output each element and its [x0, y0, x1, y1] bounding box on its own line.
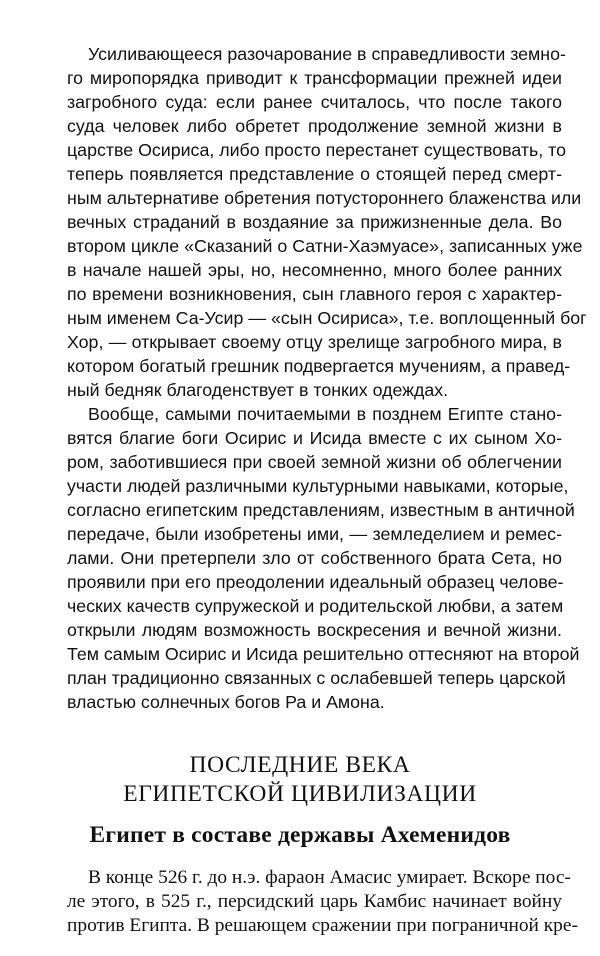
text-line: ле этого, в 525 г., персидский царь Камбис начинает войну — [67, 891, 562, 912]
chapter-heading-line: ЕГИПЕТСКОЙ ЦИВИЛИЗАЦИИ — [123, 781, 477, 807]
text-line: котором богатый грешник подвергается мучениям, а правед- — [67, 356, 571, 376]
text-line: открыли людям возможность воскресения и вечной жизни. — [67, 620, 562, 640]
text-line: властью солнечных богов Ра и Амона. — [67, 692, 385, 712]
text-line: участи людей различными культурными навыками, которые, — [67, 476, 569, 496]
text-line: вятся благие боги Осирис и Исида вместе с их сыном Хо- — [67, 428, 562, 448]
text-line: царстве Осириса, либо просто перестанет существовать, то — [67, 140, 566, 160]
text-line: ром, заботившиеся при своей земной жизни об облегчении — [67, 452, 562, 472]
text-line: передаче, были изобретены ими, — земледелием и ремес- — [67, 524, 562, 544]
chapter-heading-line: ПОСЛЕДНИЕ ВЕКА — [189, 752, 411, 778]
text-line: проявили при его преодолении идеальный образец челове- — [67, 572, 564, 592]
text-line: В конце 526 г. до н.э. фараон Амасис умирает. Вскоре пос- — [88, 867, 571, 888]
text-line: вечных страданий в воздаяние за прижизненные дела. Во — [67, 212, 562, 232]
text-line: ным альтернативе обретения потустороннего блаженства или — [67, 188, 582, 208]
text-line: загробного суда: если ранее считалось, что после такого — [67, 92, 562, 112]
text-line: в начале нашей эры, но, несомненно, много более ранних — [67, 260, 562, 280]
text-line: по времени возникновения, сын главного героя с характер- — [67, 284, 562, 304]
text-line: ным именем Са-Усир — «сын Осириса», т.е. воплощенный бог — [67, 308, 587, 328]
text-line: теперь появляется представление о стоящей перед смерт- — [67, 164, 562, 184]
text-line: против Египта. В решающем сражении при пограничной кре- — [67, 915, 578, 936]
text-line: го миропорядка приводит к трансформации прежней идеи — [67, 68, 562, 88]
text-line: Тем самым Осирис и Исида решительно оттесняют на второй — [67, 644, 580, 664]
section-heading: Египет в составе державы Ахеменидов — [89, 822, 511, 848]
text-line: согласно египетским представлениям, известным в античной — [67, 500, 575, 520]
text-line: втором цикле «Сказаний о Сатни-Хаэмуасе», записанных уже — [67, 236, 583, 256]
text-line: суда человек либо обретет продолжение земной жизни в — [67, 116, 562, 136]
text-line: лами. Они претерпели зло от собственного брата Сета, но — [67, 548, 562, 568]
text-line: Усиливающееся разочарование в справедливости земно- — [88, 44, 566, 64]
text-line: план традиционно связанных с ослабевшей теперь царской — [67, 668, 566, 688]
text-line: Вообще, самыми почитаемыми в позднем Египте стано- — [88, 404, 562, 424]
text-line: ческих качеств супружеской и родительской любви, а затем — [67, 596, 564, 616]
text-line: ный бедняк благоденствует в тонких одеждах. — [67, 380, 449, 400]
text-line: Хор, — открывает своему отцу зрелище загробного мира, в — [67, 332, 562, 352]
